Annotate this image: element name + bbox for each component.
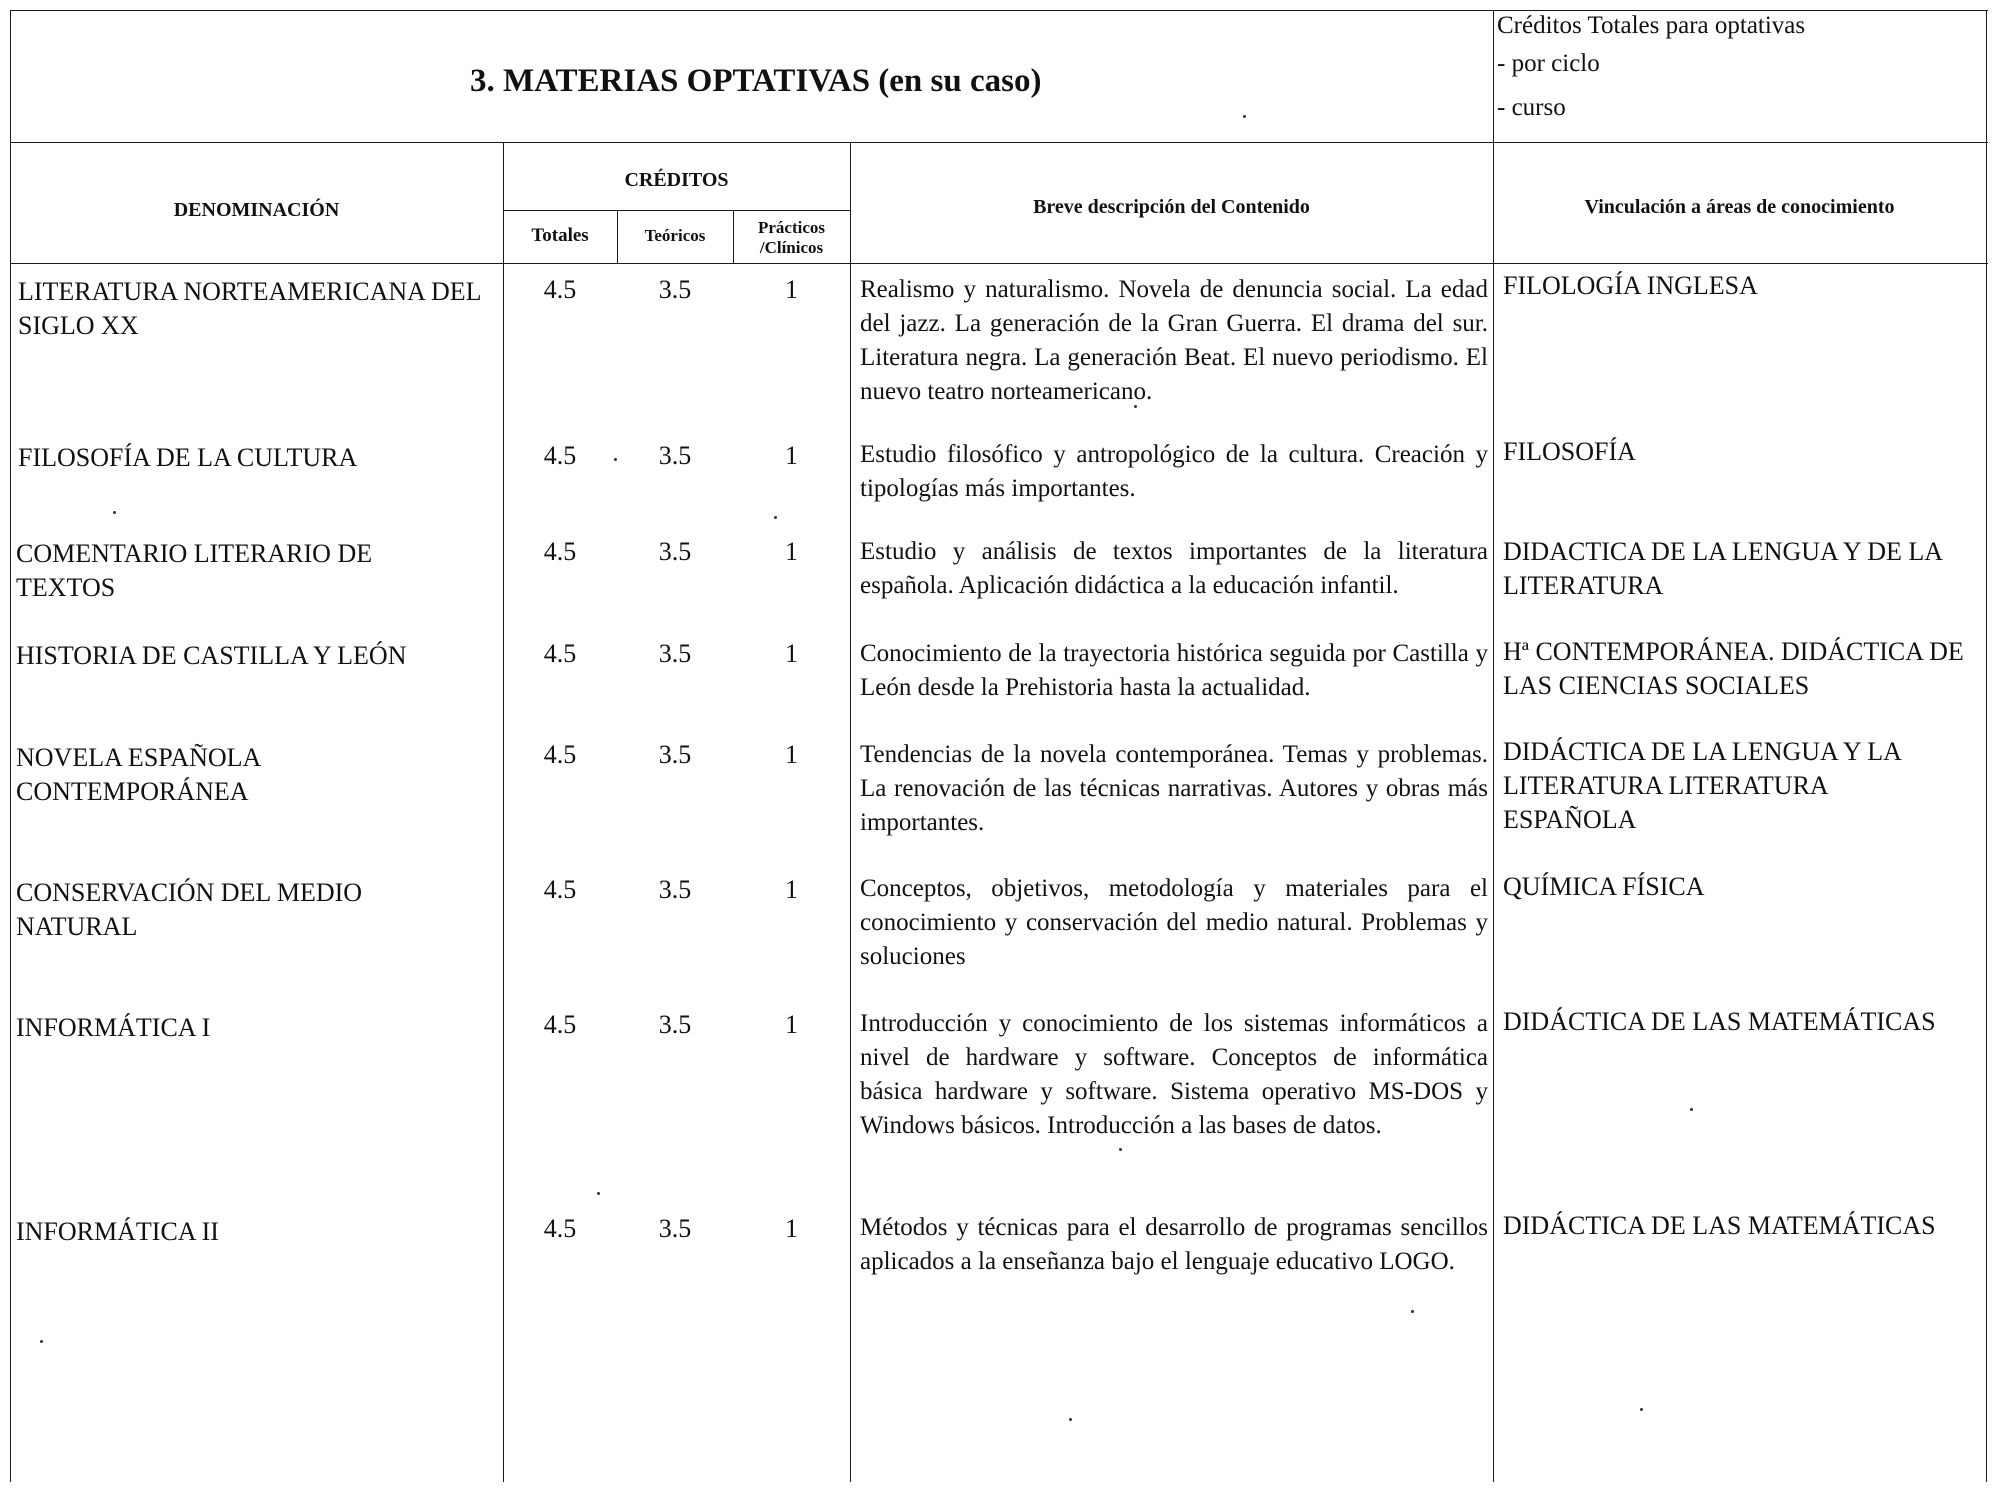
scan-speck: [1690, 1108, 1693, 1111]
header-descripcion: Breve descripción del Contenido: [1033, 196, 1310, 218]
scan-speck: [1119, 1148, 1122, 1151]
header-teoricos: Teóricos: [644, 226, 706, 245]
header-bottom-border: [10, 263, 1988, 264]
col-sep-denominacion: [503, 142, 504, 1482]
knowledge-area: QUÍMICA FÍSICA: [1503, 872, 1705, 901]
content-description: Estudio y análisis de textos importantes de la literatura española. Aplicación didáctica a la educación infantil.: [860, 538, 1488, 599]
scan-speck: [1640, 1408, 1643, 1411]
credits-practicos: 1: [785, 1010, 798, 1039]
scan-speck: [1411, 1310, 1414, 1313]
credits-teoricos: 3.5: [658, 1010, 692, 1039]
credits-teoricos: 3.5: [658, 740, 692, 769]
content-description: Estudio filosófico y antropológico de la cultura. Creación y tipologías más importantes.: [860, 441, 1488, 502]
credits-practicos: 1: [785, 1214, 798, 1243]
subject-name: FILOSOFÍA DE LA CULTURA: [18, 443, 358, 472]
knowledge-area: DIDACTICA DE LA LENGUA Y DE LA LITERATURA: [1503, 537, 1942, 600]
content-description: Conceptos, objetivos, metodología y materiales para el conocimiento y conservación del medio natural. Problemas y soluciones: [860, 875, 1488, 970]
knowledge-area: FILOSOFÍA: [1503, 437, 1636, 466]
credits-totales: 4.5: [543, 275, 577, 304]
credits-totales: 4.5: [543, 740, 577, 769]
subject-name: CONSERVACIÓN DEL MEDIO NATURAL: [16, 878, 363, 941]
content-description: Tendencias de la novela contemporánea. Temas y problemas. La renovación de las técnicas narrativas. Autores y obras más importantes.: [860, 741, 1488, 836]
credits-totales: 4.5: [543, 639, 577, 668]
credits-teoricos: 3.5: [658, 1214, 692, 1243]
scan-speck: [774, 516, 777, 519]
subject-name: INFORMÁTICA I: [16, 1013, 211, 1042]
header-vinculacion: Vinculación a áreas de conocimiento: [1584, 196, 1895, 218]
scan-speck: [1243, 115, 1246, 118]
knowledge-area: DIDÁCTICA DE LAS MATEMÁTICAS: [1503, 1007, 1936, 1036]
header-totales: Totales: [531, 225, 589, 246]
credits-sub-border: [503, 210, 850, 211]
subject-name: NOVELA ESPAÑOLA CONTEMPORÁNEA: [16, 743, 260, 806]
header-creditos: CRÉDITOS: [624, 169, 729, 191]
col-sep-practicos: [850, 142, 851, 1482]
knowledge-area: FILOLOGÍA INGLESA: [1503, 271, 1758, 300]
credits-teoricos: 3.5: [658, 275, 692, 304]
knowledge-area: DIDÁCTICA DE LAS MATEMÁTICAS: [1503, 1211, 1936, 1240]
credits-practicos: 1: [785, 740, 798, 769]
right-border: [1986, 10, 1987, 1482]
col-sep-descripcion: [1493, 10, 1494, 1482]
header-denominacion: DENOMINACIÓN: [173, 199, 340, 221]
credits-totales: 4.5: [543, 1214, 577, 1243]
credits-teoricos: 3.5: [658, 639, 692, 668]
content-description: Introducción y conocimiento de los sistemas informáticos a nivel de hardware y software. Conceptos de informática básica hardware y software. Sistema operativo MS-DOS y Windows básicos. Introducción a las bases de datos.: [860, 1010, 1488, 1139]
subject-name: LITERATURA NORTEAMERICANA DEL SIGLO XX: [18, 277, 481, 340]
content-description: Métodos y técnicas para el desarrollo de programas sencillos aplicados a la enseñanza bajo el lenguaje educativo LOGO.: [860, 1214, 1488, 1275]
credits-totales: 4.5: [543, 875, 577, 904]
credits-teoricos: 3.5: [658, 875, 692, 904]
credit-note-line2: - por ciclo: [1497, 50, 1600, 77]
scan-speck: [113, 511, 116, 514]
title-bottom-border: [10, 142, 1988, 143]
scan-speck: [40, 1340, 43, 1343]
credits-teoricos: 3.5: [658, 537, 692, 566]
scan-speck: [1069, 1418, 1072, 1421]
page-title: 3. MATERIAS OPTATIVAS (en su caso): [470, 63, 1042, 99]
credit-note-line3: - curso: [1497, 94, 1566, 121]
scan-speck: [597, 1192, 600, 1195]
left-border: [10, 10, 11, 1482]
scan-speck: [614, 458, 617, 461]
credits-totales: 4.5: [543, 1010, 577, 1039]
credits-practicos: 1: [785, 639, 798, 668]
subject-name: COMENTARIO LITERARIO DE TEXTOS: [16, 539, 373, 602]
subject-name: INFORMÁTICA II: [16, 1217, 219, 1246]
knowledge-area: DIDÁCTICA DE LA LENGUA Y LA LITERATURA LITERATURA ESPAÑOLA: [1503, 737, 1901, 834]
credits-totales: 4.5: [543, 537, 577, 566]
content-description: Conocimiento de la trayectoria histórica seguida por Castilla y León desde la Prehistoria hasta la actualidad.: [860, 640, 1488, 701]
knowledge-area: Hª CONTEMPORÁNEA. DIDÁCTICA DE LAS CIENCIAS SOCIALES: [1503, 637, 1964, 700]
scan-speck: [1134, 405, 1137, 408]
header-practicos: Prácticos /Clínicos: [757, 218, 826, 257]
content-description: Realismo y naturalismo. Novela de denuncia social. La edad del jazz. La generación de la Gran Guerra. El drama del sur. Literatura negra. La generación Beat. El nuevo periodismo. El nuevo teatro norteamericano.: [860, 276, 1488, 405]
credits-practicos: 1: [785, 537, 798, 566]
credits-practicos: 1: [785, 275, 798, 304]
credits-totales: 4.5: [543, 441, 577, 470]
credit-note-line1: Créditos Totales para optativas: [1497, 12, 1806, 39]
subject-name: HISTORIA DE CASTILLA Y LEÓN: [16, 641, 407, 670]
credits-teoricos: 3.5: [658, 441, 692, 470]
credits-practicos: 1: [785, 875, 798, 904]
credits-practicos: 1: [785, 441, 798, 470]
